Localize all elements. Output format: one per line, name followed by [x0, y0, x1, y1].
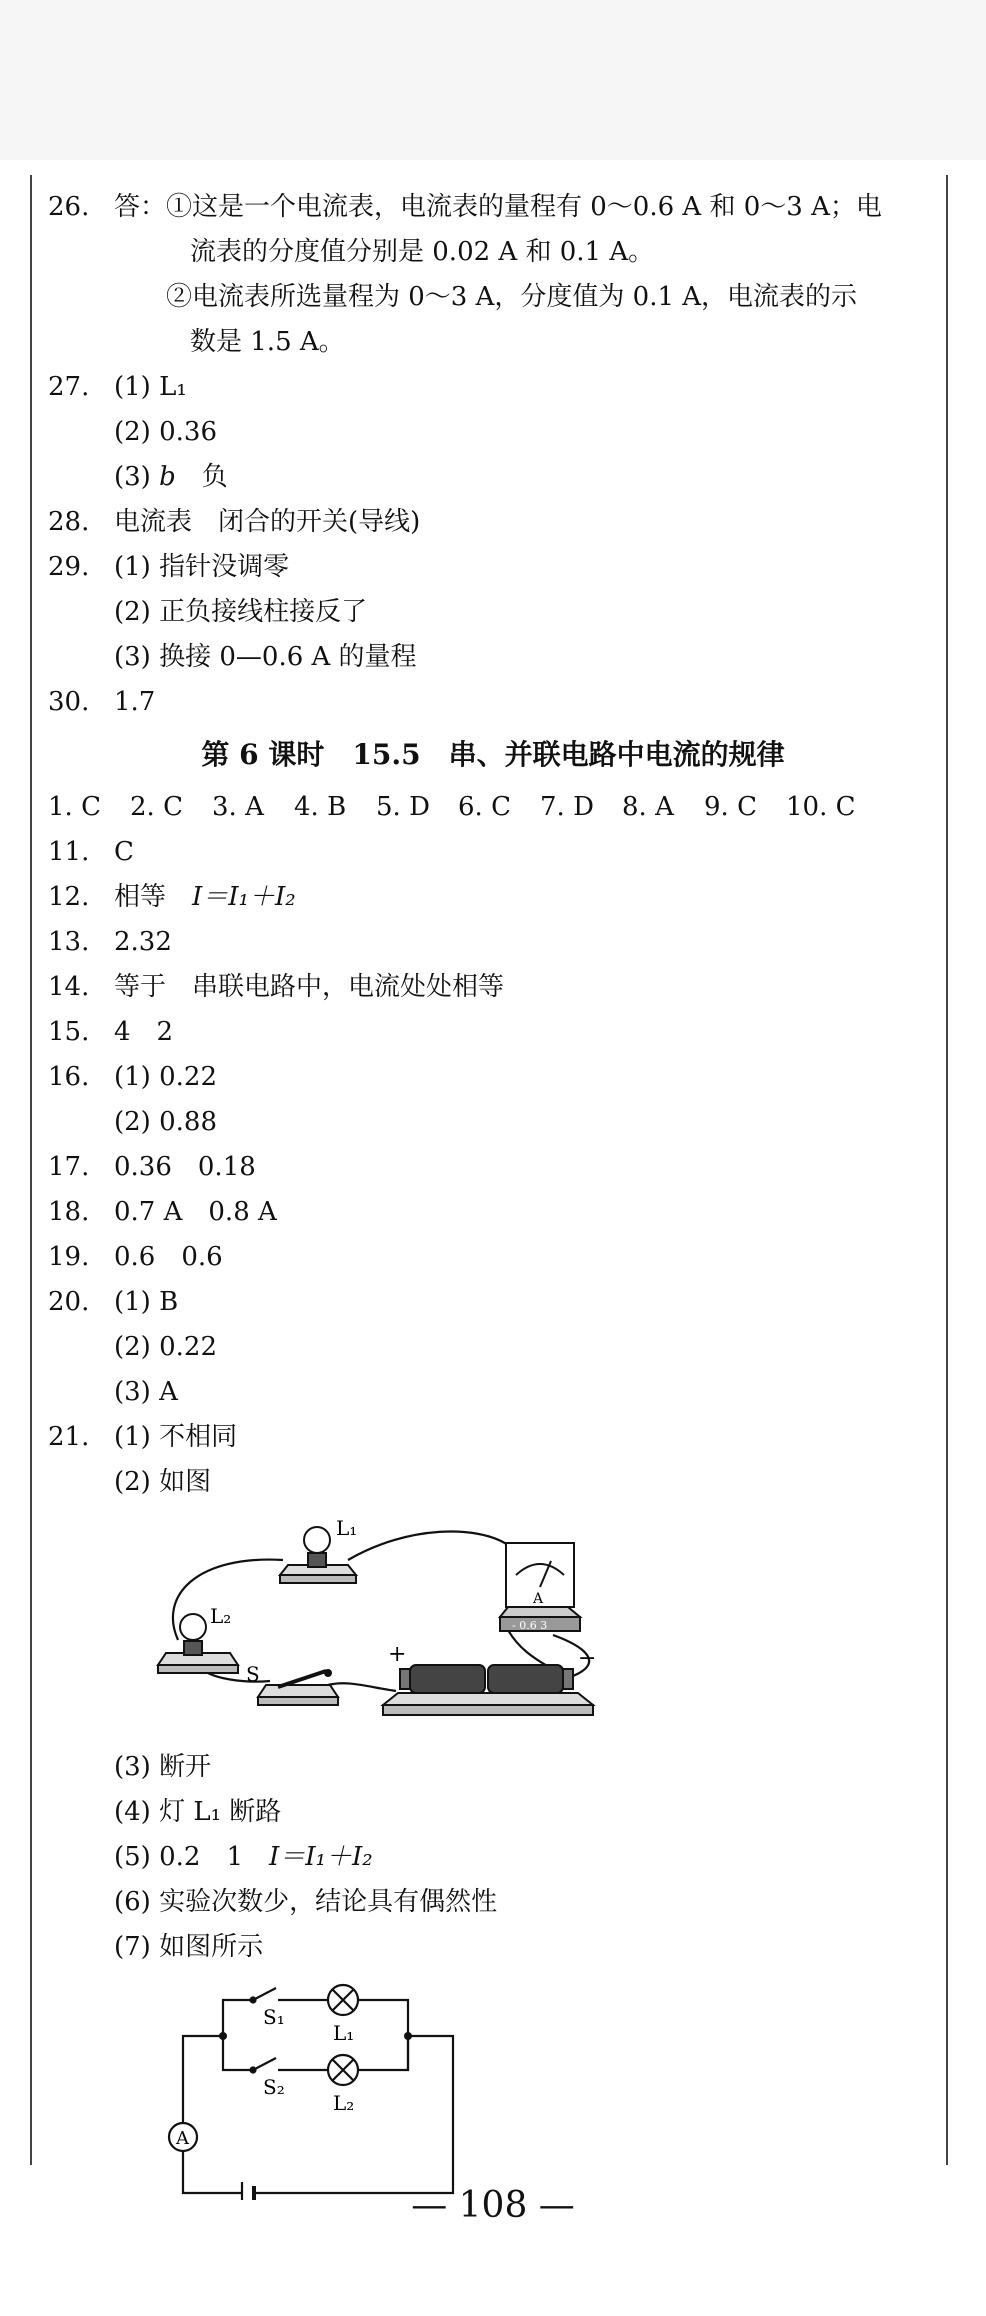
label-s1: S₁	[263, 2005, 285, 2029]
mc-answer-10: 10. C	[786, 792, 856, 822]
q20-line3	[48, 1370, 938, 1415]
q21-number: 21.	[48, 1422, 90, 1452]
left-border-line	[30, 175, 32, 2165]
q30-line	[48, 680, 938, 725]
q26-text1: 答：①这是一个电流表，电流表的量程有 0～0.6 A 和 0～3 A；电	[114, 192, 882, 222]
q27-line1	[48, 365, 938, 410]
circuit-apparatus-svg	[48, 1505, 938, 1745]
label-l2-schematic: L₂	[333, 2091, 355, 2115]
mc-answer-4: 4. B	[294, 792, 347, 822]
q21-line4	[48, 1790, 938, 1835]
q30-text: 1.7	[114, 687, 156, 717]
mc-answer-7: 7. D	[540, 792, 594, 822]
q16-a1: (1) 0.22	[114, 1062, 217, 1092]
ammeter-symbol-label: A	[176, 2128, 189, 2149]
q29-line2	[48, 590, 938, 635]
q15-text: 4 2	[114, 1017, 174, 1047]
label-l2: L₂	[210, 1604, 232, 1628]
q29-a2: (2) 正负接线柱接反了	[114, 597, 368, 627]
mc-answer-9: 9. C	[704, 792, 757, 822]
q29-number: 29.	[48, 552, 90, 582]
ammeter-scale-label: - 0.6 3	[512, 1619, 548, 1632]
q28-line	[48, 500, 938, 545]
q12-formula: I＝I₁＋I₂	[192, 882, 296, 912]
q18-text: 0.7 A 0.8 A	[114, 1197, 277, 1227]
circuit-schematic-figure	[48, 1970, 938, 2200]
switch-s2-symbol	[251, 2058, 277, 2073]
q29-a3: (3) 换接 0—0.6 A 的量程	[114, 642, 417, 672]
q13-number: 13.	[48, 927, 90, 957]
q21-a6: (6) 实验次数少，结论具有偶然性	[114, 1887, 498, 1917]
label-l1-schematic: L₁	[333, 2021, 355, 2045]
q26-text2: 流表的分度值分别是 0.02 A 和 0.1 A。	[190, 237, 655, 267]
q27-line2	[48, 410, 938, 455]
mc-answer-3: 3. A	[212, 792, 264, 822]
schematic-branch-1	[223, 2000, 253, 2036]
q14-number: 14.	[48, 972, 90, 1002]
q21-a5	[114, 1835, 373, 1880]
q29-line1	[48, 545, 938, 590]
q21-line6	[48, 1880, 938, 1925]
q18-number: 18.	[48, 1197, 90, 1227]
lamp-l1-symbol	[328, 1985, 358, 2015]
q20-a2: (2) 0.22	[114, 1332, 217, 1362]
q29-a1: (1) 指针没调零	[114, 552, 290, 582]
q26-line1	[48, 185, 938, 230]
switch-device	[258, 1670, 338, 1705]
q17-number: 17.	[48, 1152, 90, 1182]
q11-number: 11.	[48, 837, 90, 867]
q13-text: 2.32	[114, 927, 172, 957]
q15-number: 15.	[48, 1017, 90, 1047]
q13-line	[48, 920, 938, 965]
ammeter-letter: A	[533, 1591, 544, 1607]
q21-a5-pre: (5) 0.2 1	[114, 1842, 269, 1872]
label-s2: S₂	[263, 2075, 285, 2099]
q21-line1	[48, 1415, 938, 1460]
q16-line1	[48, 1055, 938, 1100]
q20-number: 20.	[48, 1287, 90, 1317]
wire-l1-to-ammeter	[348, 1531, 508, 1560]
q27-a1: (1) L₁	[114, 372, 187, 402]
q15-line	[48, 1010, 938, 1055]
battery-plus-label: +	[388, 1642, 407, 1667]
page-number: — 108 —	[411, 2185, 575, 2226]
q27-a3-pre: (3)	[114, 462, 160, 492]
wire-switch-to-battery	[328, 1683, 396, 1691]
q18-line	[48, 1190, 938, 1235]
q16-line2	[48, 1100, 938, 1145]
q12-line	[48, 875, 938, 920]
mc-answer-8: 8. A	[622, 792, 674, 822]
q19-text: 0.6 0.6	[114, 1242, 223, 1272]
junction-right	[404, 2032, 412, 2040]
battery-holder	[383, 1665, 593, 1715]
q21-line3	[48, 1745, 938, 1790]
q21-a3: (3) 断开	[114, 1752, 212, 1782]
q21-line5	[48, 1835, 938, 1880]
q21-a1: (1) 不相同	[114, 1422, 238, 1452]
schematic-outer-loop	[183, 2036, 223, 2123]
q27-a3-post: 负	[175, 462, 228, 492]
q20-a3: (3) A	[114, 1377, 178, 1407]
q14-text: 等于 串联电路中，电流处处相等	[114, 972, 505, 1002]
q27-number: 27.	[48, 372, 90, 402]
q21-a5-formula: I＝I₁＋I₂	[269, 1842, 373, 1872]
q26-line2	[48, 230, 938, 275]
answer-content	[48, 185, 938, 2200]
junction-left	[219, 2032, 227, 2040]
q30-number: 30.	[48, 687, 90, 717]
battery-minus-label: −	[578, 1646, 597, 1671]
q28-text: 电流表 闭合的开关(导线)	[114, 507, 421, 537]
q19-number: 19.	[48, 1242, 90, 1272]
q27-a3	[114, 455, 228, 500]
q20-line1	[48, 1280, 938, 1325]
q21-a7: (7) 如图所示	[114, 1932, 264, 1962]
q29-line3	[48, 635, 938, 680]
q26-text3: ②电流表所选量程为 0～3 A，分度值为 0.1 A，电流表的示	[166, 282, 858, 312]
q26-line3	[48, 275, 938, 320]
q20-line2	[48, 1325, 938, 1370]
q28-number: 28.	[48, 507, 90, 537]
ammeter-device	[500, 1543, 580, 1631]
top-margin-band	[0, 0, 986, 160]
q21-a4: (4) 灯 L₁ 断路	[114, 1797, 282, 1827]
mc-answer-5: 5. D	[376, 792, 430, 822]
q20-a1: (1) B	[114, 1287, 179, 1317]
schematic-branch-2	[223, 2036, 253, 2070]
q16-number: 16.	[48, 1062, 90, 1092]
q26-number: 26.	[48, 192, 90, 222]
label-switch: S	[246, 1662, 260, 1686]
q26-text4: 数是 1.5 A。	[190, 327, 345, 357]
circuit-apparatus-figure	[48, 1505, 938, 1745]
q12-text	[114, 875, 296, 920]
q11-line	[48, 830, 938, 875]
q21-line7	[48, 1925, 938, 1970]
q14-line	[48, 965, 938, 1010]
q12-text-pre: 相等	[114, 882, 193, 912]
q19-line	[48, 1235, 938, 1280]
q27-a2: (2) 0.36	[114, 417, 217, 447]
right-border-line	[946, 175, 948, 2165]
lamp-l2-symbol	[328, 2055, 358, 2085]
q27-line3	[48, 455, 938, 500]
q27-a3-var: b	[159, 462, 176, 492]
q21-line2	[48, 1460, 938, 1505]
circuit-schematic-svg	[48, 1970, 938, 2200]
q26-line4	[48, 320, 938, 365]
q12-number: 12.	[48, 882, 90, 912]
mc-answer-2: 2. C	[130, 792, 183, 822]
mc-answers-row	[48, 785, 938, 830]
mc-answer-1: 1. C	[48, 792, 101, 822]
q21-a2: (2) 如图	[114, 1467, 212, 1497]
q16-a2: (2) 0.88	[114, 1107, 217, 1137]
mc-answer-6: 6. C	[458, 792, 511, 822]
switch-s1-symbol	[251, 1988, 277, 2003]
label-l1: L₁	[336, 1516, 358, 1540]
q17-text: 0.36 0.18	[114, 1152, 256, 1182]
q11-text: C	[114, 837, 134, 867]
section-title: 第 6 课时 15.5 串、并联电路中电流的规律	[201, 738, 785, 771]
q17-line	[48, 1145, 938, 1190]
